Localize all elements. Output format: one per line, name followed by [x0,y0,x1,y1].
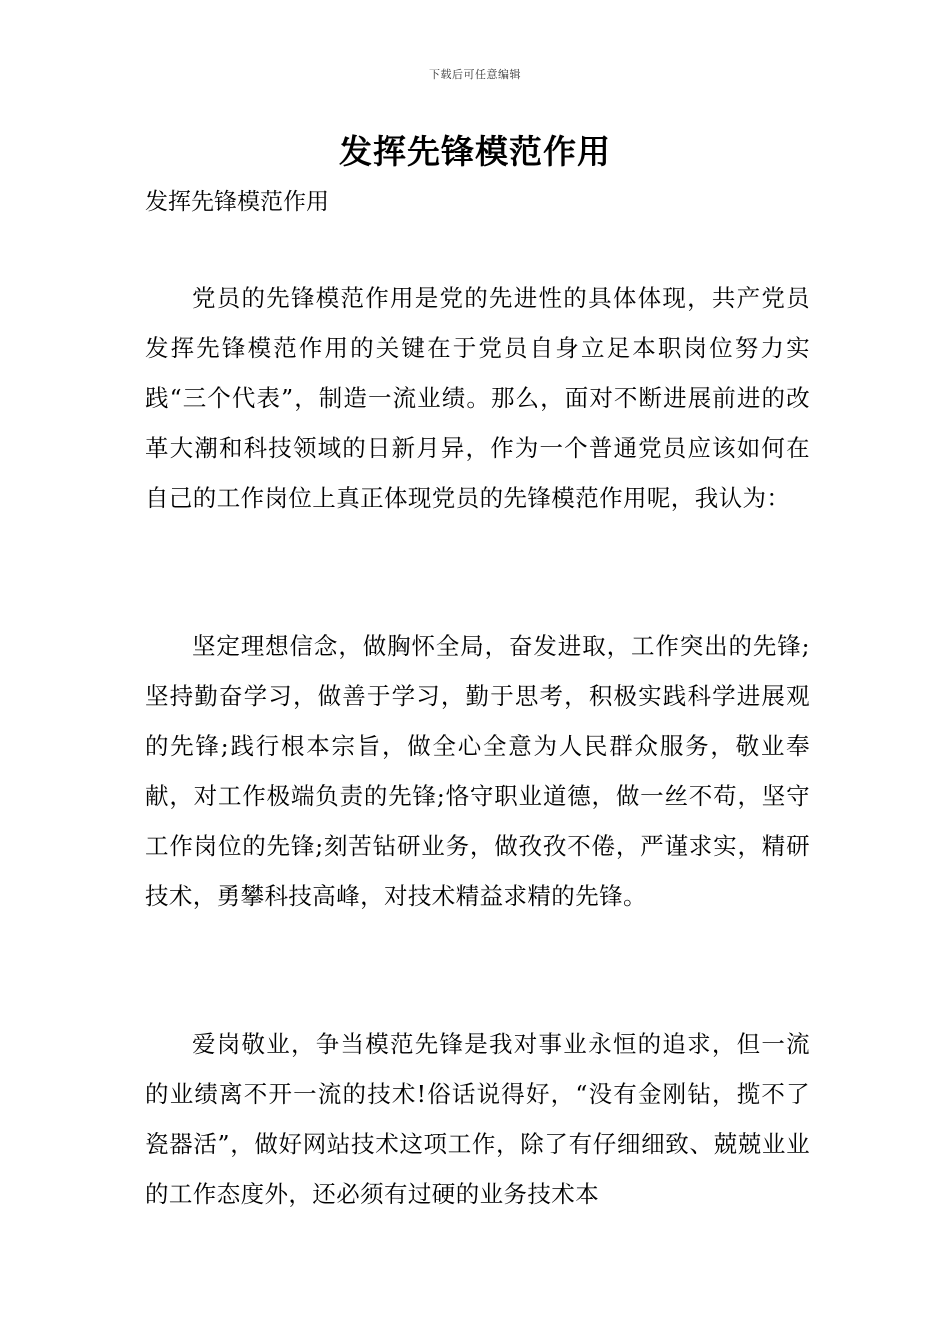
body-paragraph: 爱岗敬业，争当模范先锋是我对事业永恒的追求，但一流的业绩离不开一流的技术!俗话说得好，“没有金刚钻，揽不了瓷器活”，做好网站技术这项工作，除了有仔细细致、兢兢业业的工作态度外，还必须有过硬的业务技术本 [145,1030,810,1208]
document-subtitle: 发挥先锋模范作用 [145,189,329,215]
document-title: 发挥先锋模范作用 [339,132,611,171]
body-paragraph: 坚定理想信念，做胸怀全局，奋发进取，工作突出的先锋;坚持勤奋学习，做善于学习，勤于思考，积极实践科学进展观的先锋;践行根本宗旨，做全心全意为人民群众服务，敬业奉献，对工作极端负责的先锋;恪守职业道德，做一丝不苟，坚守工作岗位的先锋;刻苦钻研业务，做孜孜不倦，严谨求实，精研技术，勇攀科技高峰，对技术精益求精的先锋。 [145,632,810,910]
header-note: 下载后可任意编辑 [429,68,521,81]
body-paragraph: 党员的先锋模范作用是党的先进性的具体体现，共产党员发挥先锋模范作用的关键在于党员自身立足本职岗位努力实践“三个代表”，制造一流业绩。那么，面对不断进展前进的改革大潮和科技领域的日新月异，作为一个普通党员应该如何在自己的工作岗位上真正体现党员的先锋模范作用呢，我认为： [145,284,810,512]
